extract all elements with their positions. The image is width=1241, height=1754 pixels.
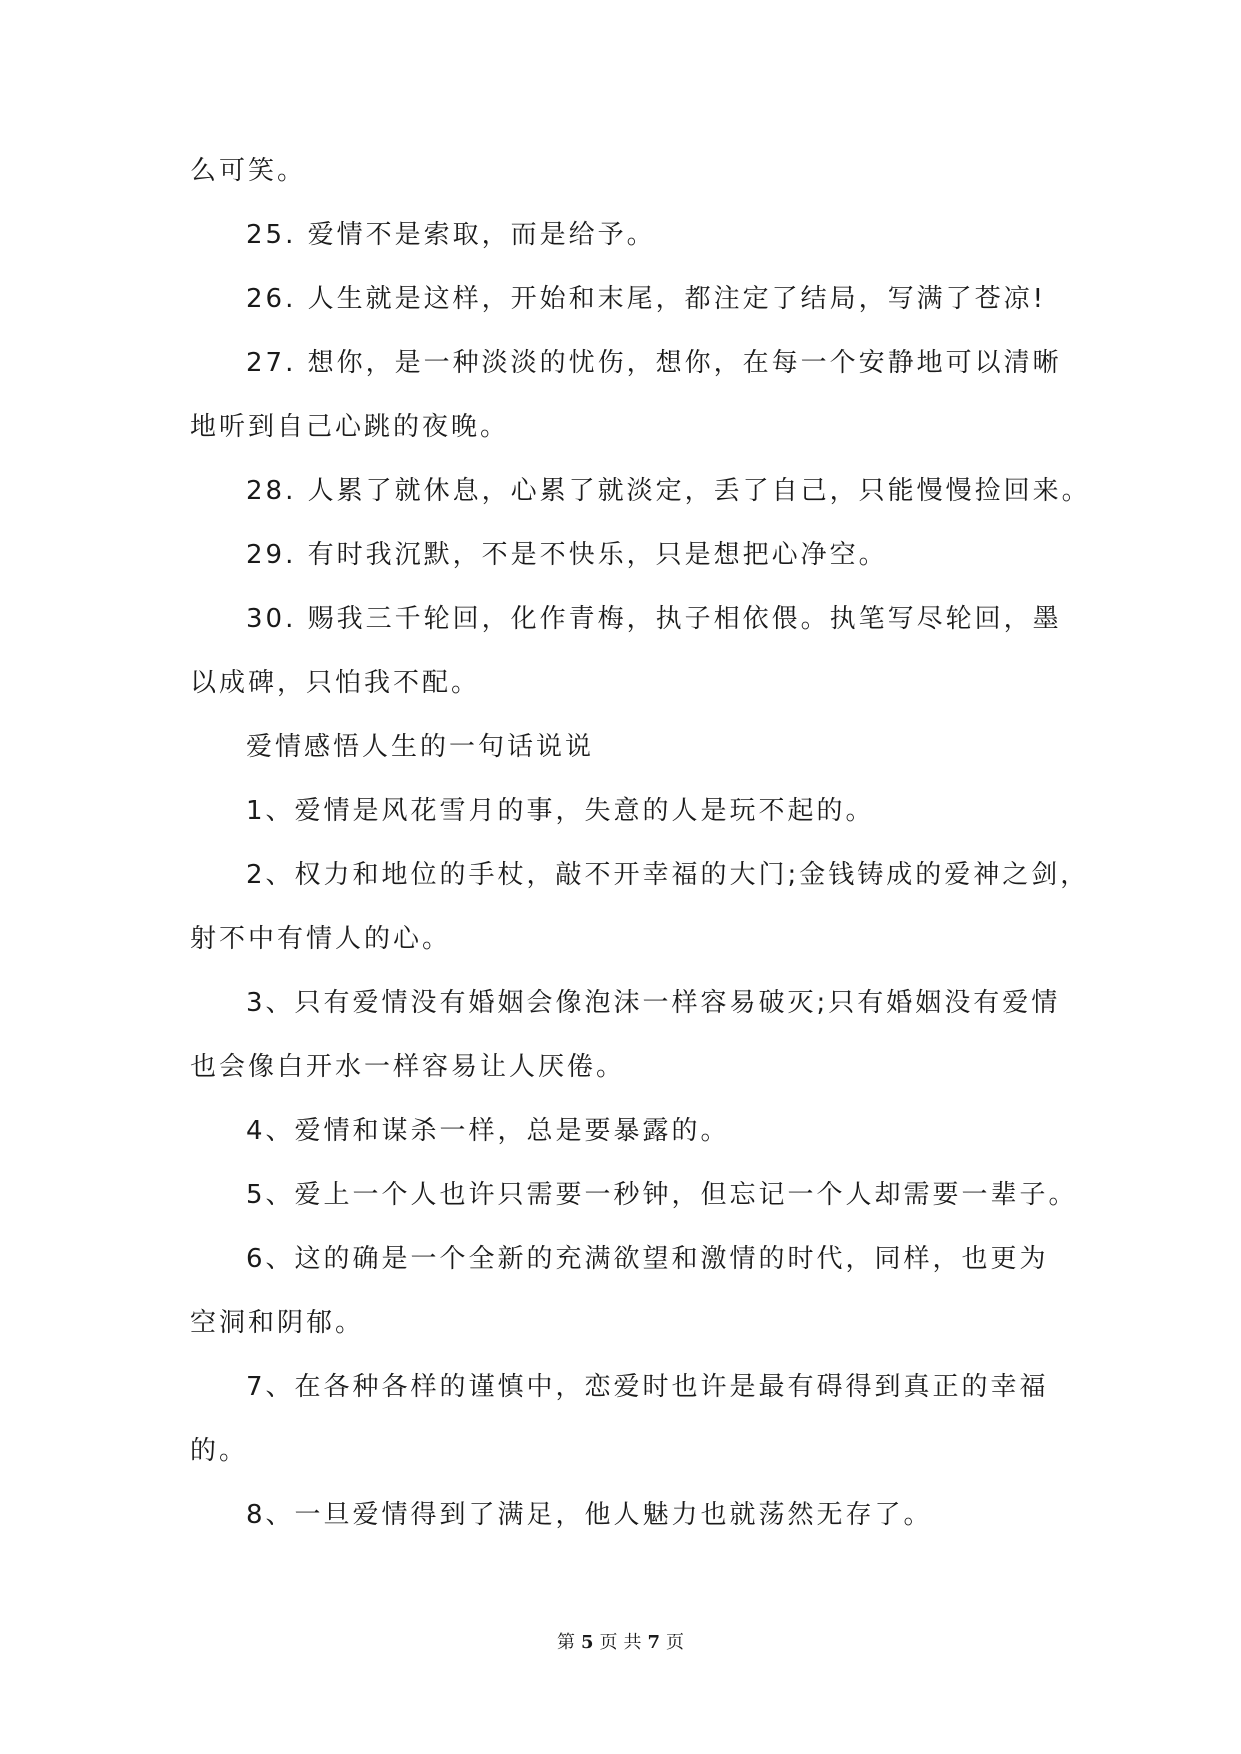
text-line: 26. 人生就是这样，开始和末尾，都注定了结局，写满了苍凉!	[246, 284, 1047, 314]
page-footer	[0, 1631, 1241, 1655]
total-pages-number: 7	[647, 1632, 661, 1653]
text-line: 的。	[190, 1436, 249, 1466]
text-line: 27. 想你，是一种淡淡的忧伤，想你，在每一个安静地可以清晰	[246, 348, 1062, 378]
footer-prefix: 第	[556, 1632, 575, 1653]
text-line: 么可笑。	[190, 156, 307, 186]
current-page-number: 5	[580, 1632, 594, 1653]
text-line: 4、爱情和谋杀一样，总是要暴露的。	[246, 1116, 730, 1146]
footer-suffix: 页	[666, 1632, 685, 1653]
text-line: 7、在各种各样的谨慎中，恋爱时也许是最有碍得到真正的幸福	[246, 1372, 1049, 1402]
text-line: 30. 赐我三千轮回，化作青梅，执子相依偎。执笔写尽轮回，墨	[246, 604, 1062, 634]
footer-page-word: 页	[599, 1632, 618, 1653]
text-line: 3、只有爱情没有婚姻会像泡沫一样容易破灭;只有婚姻没有爱情	[246, 988, 1061, 1018]
footer-total-prefix: 共	[623, 1632, 642, 1653]
section-heading: 爱情感悟人生的一句话说说	[246, 732, 595, 762]
text-line: 也会像白开水一样容易让人厌倦。	[190, 1052, 626, 1082]
text-line: 2、权力和地位的手杖，敲不开幸福的大门;金钱铸成的爱神之剑，	[246, 860, 1090, 890]
document-body	[190, 155, 1091, 1563]
text-line: 25. 爱情不是索取，而是给予。	[246, 220, 656, 250]
text-line: 5、爱上一个人也许只需要一秒钟，但忘记一个人却需要一辈子。	[246, 1180, 1078, 1210]
text-line: 28. 人累了就休息，心累了就淡定，丢了自己，只能慢慢捡回来。	[246, 476, 1091, 506]
text-line: 6、这的确是一个全新的充满欲望和激情的时代，同样，也更为	[246, 1244, 1049, 1274]
text-line: 空洞和阴郁。	[190, 1308, 365, 1338]
text-line: 射不中有情人的心。	[190, 924, 452, 954]
text-line: 以成碑，只怕我不配。	[190, 668, 481, 698]
text-line: 29. 有时我沉默，不是不快乐，只是想把心净空。	[246, 540, 888, 570]
text-line: 1、爱情是风花雪月的事，失意的人是玩不起的。	[246, 796, 875, 826]
text-line: 8、一旦爱情得到了满足，他人魅力也就荡然无存了。	[246, 1500, 933, 1530]
text-line: 地听到自己心跳的夜晚。	[190, 412, 510, 442]
